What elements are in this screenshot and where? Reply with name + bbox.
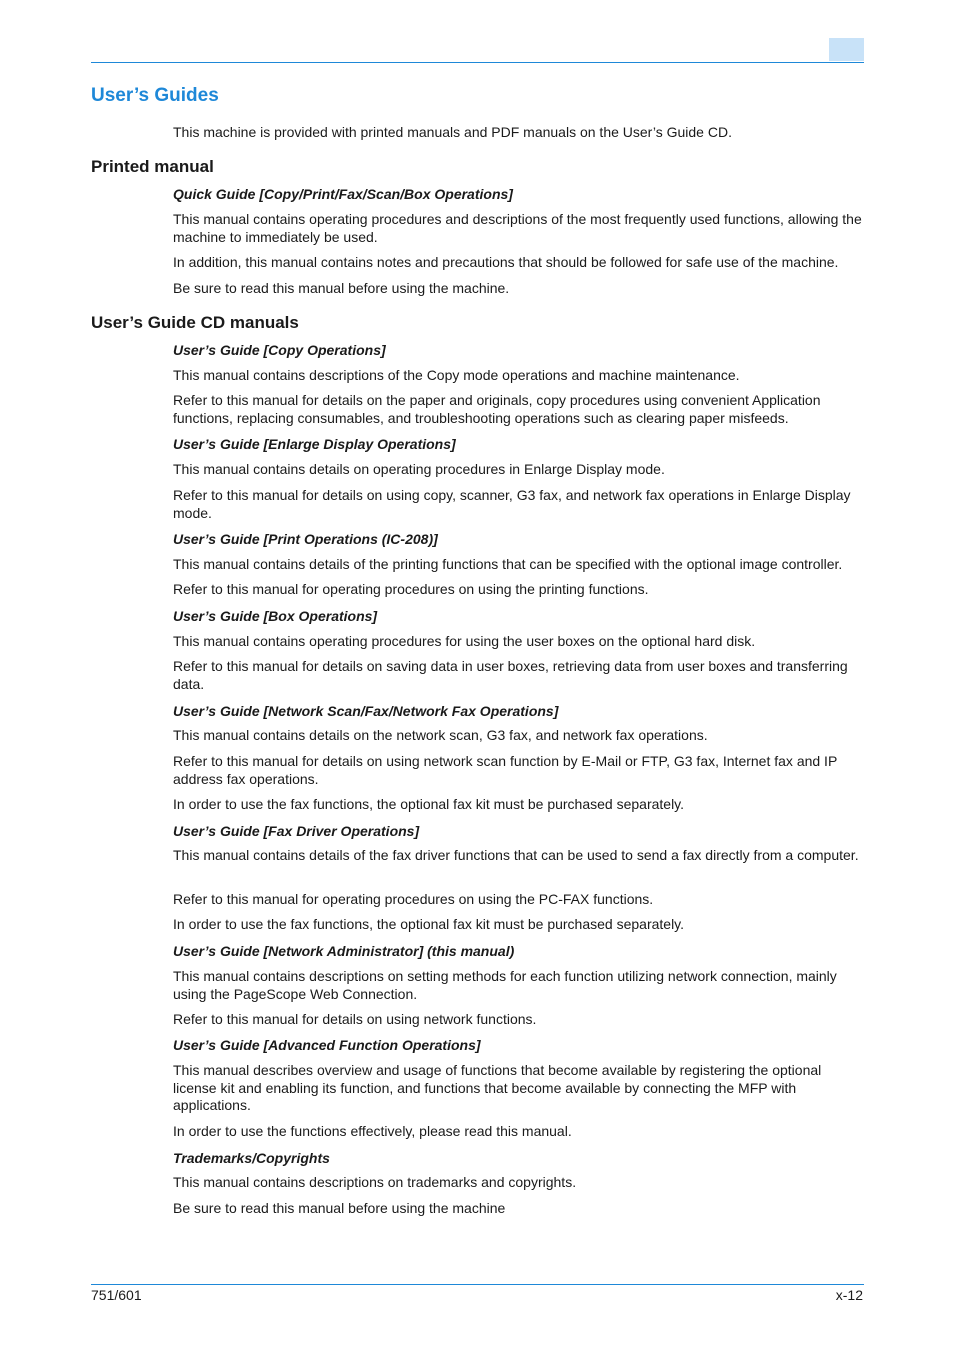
paragraph: In addition, this manual contains notes and precautions that should be followed for safe use of the machine. — [173, 254, 839, 270]
manual-title-enlarge: User’s Guide [Enlarge Display Operations] — [173, 436, 456, 452]
manual-title-box: User’s Guide [Box Operations] — [173, 608, 378, 624]
section-heading-printed: Printed manual — [91, 157, 214, 176]
paragraph: This manual contains operating procedures for using the user boxes on the optional hard disk. — [173, 633, 756, 649]
footer-model: 751/601 — [91, 1287, 142, 1303]
paragraph: This manual contains descriptions of the Copy mode operations and machine maintenance. — [173, 367, 740, 383]
footer-rule — [91, 1284, 864, 1285]
paragraph: This manual contains details of the printing functions that can be specified with the optional image controller. — [173, 556, 843, 572]
corner-tab — [829, 38, 864, 61]
paragraph: This manual contains descriptions on trademarks and copyrights. — [173, 1174, 577, 1190]
paragraph: Refer to this manual for operating procedures on using the printing functions. — [173, 581, 649, 597]
paragraph: This manual contains descriptions on setting methods for each function utilizing network connection, mainly using the PageScope Web Connection. — [173, 968, 837, 1002]
manual-title-network-scan: User’s Guide [Network Scan/Fax/Network Fax Operations] — [173, 703, 559, 719]
paragraph: Refer to this manual for details on using network functions. — [173, 1011, 537, 1027]
paragraph: Refer to this manual for operating procedures on using the PC-FAX functions. — [173, 891, 654, 907]
intro-text: This machine is provided with printed manuals and PDF manuals on the User’s Guide CD. — [173, 124, 732, 140]
manual-title-advanced: User’s Guide [Advanced Function Operations] — [173, 1037, 481, 1053]
paragraph: Be sure to read this manual before using the machine. — [173, 280, 510, 296]
paragraph: This manual contains operating procedures and descriptions of the most frequently used functions, allowing the machine to immediately be used. — [173, 211, 862, 245]
manual-title-quick-guide: Quick Guide [Copy/Print/Fax/Scan/Box Operations] — [173, 186, 513, 202]
paragraph: This manual describes overview and usage of functions that become available by registering the optional license kit and enabling its function, and functions that become available by connecting the MFP with applications. — [173, 1062, 822, 1113]
manual-title-print: User’s Guide [Print Operations (IC-208)] — [173, 531, 438, 547]
page-title: User’s Guides — [91, 85, 219, 106]
paragraph: Refer to this manual for details on using copy, scanner, G3 fax, and network fax operations in Enlarge Display mode. — [173, 487, 851, 521]
paragraph: Refer to this manual for details on using network scan function by E-Mail or FTP, G3 fax, Internet fax and IP address fax operations. — [173, 753, 838, 787]
paragraph: In order to use the fax functions, the optional fax kit must be purchased separately. — [173, 916, 685, 932]
manual-title-copy: User’s Guide [Copy Operations] — [173, 342, 386, 358]
paragraph: This manual contains details of the fax driver functions that can be used to send a fax directly from a computer. — [173, 847, 859, 863]
paragraph: Refer to this manual for details on the paper and originals, copy procedures using convenient Application functions, replacing consumables, and troubleshooting operations such as clearing paper misfeeds. — [173, 392, 821, 426]
paragraph: This manual contains details on the network scan, G3 fax, and network fax operations. — [173, 727, 708, 743]
footer-page-number: x-12 — [835, 1287, 863, 1303]
section-heading-cd: User’s Guide CD manuals — [91, 313, 299, 332]
manual-title-fax-driver: User’s Guide [Fax Driver Operations] — [173, 823, 420, 839]
paragraph: In order to use the fax functions, the optional fax kit must be purchased separately. — [173, 796, 685, 812]
paragraph: In order to use the functions effectively, please read this manual. — [173, 1123, 572, 1139]
manual-title-network-admin: User’s Guide [Network Administrator] (this manual) — [173, 943, 515, 959]
paragraph: This manual contains details on operating procedures in Enlarge Display mode. — [173, 461, 665, 477]
manual-title-trademarks: Trademarks/Copyrights — [173, 1150, 330, 1166]
paragraph: Refer to this manual for details on saving data in user boxes, retrieving data from user boxes and transferring data. — [173, 658, 848, 692]
paragraph: Be sure to read this manual before using the machine — [173, 1200, 506, 1216]
header-rule — [91, 62, 864, 63]
